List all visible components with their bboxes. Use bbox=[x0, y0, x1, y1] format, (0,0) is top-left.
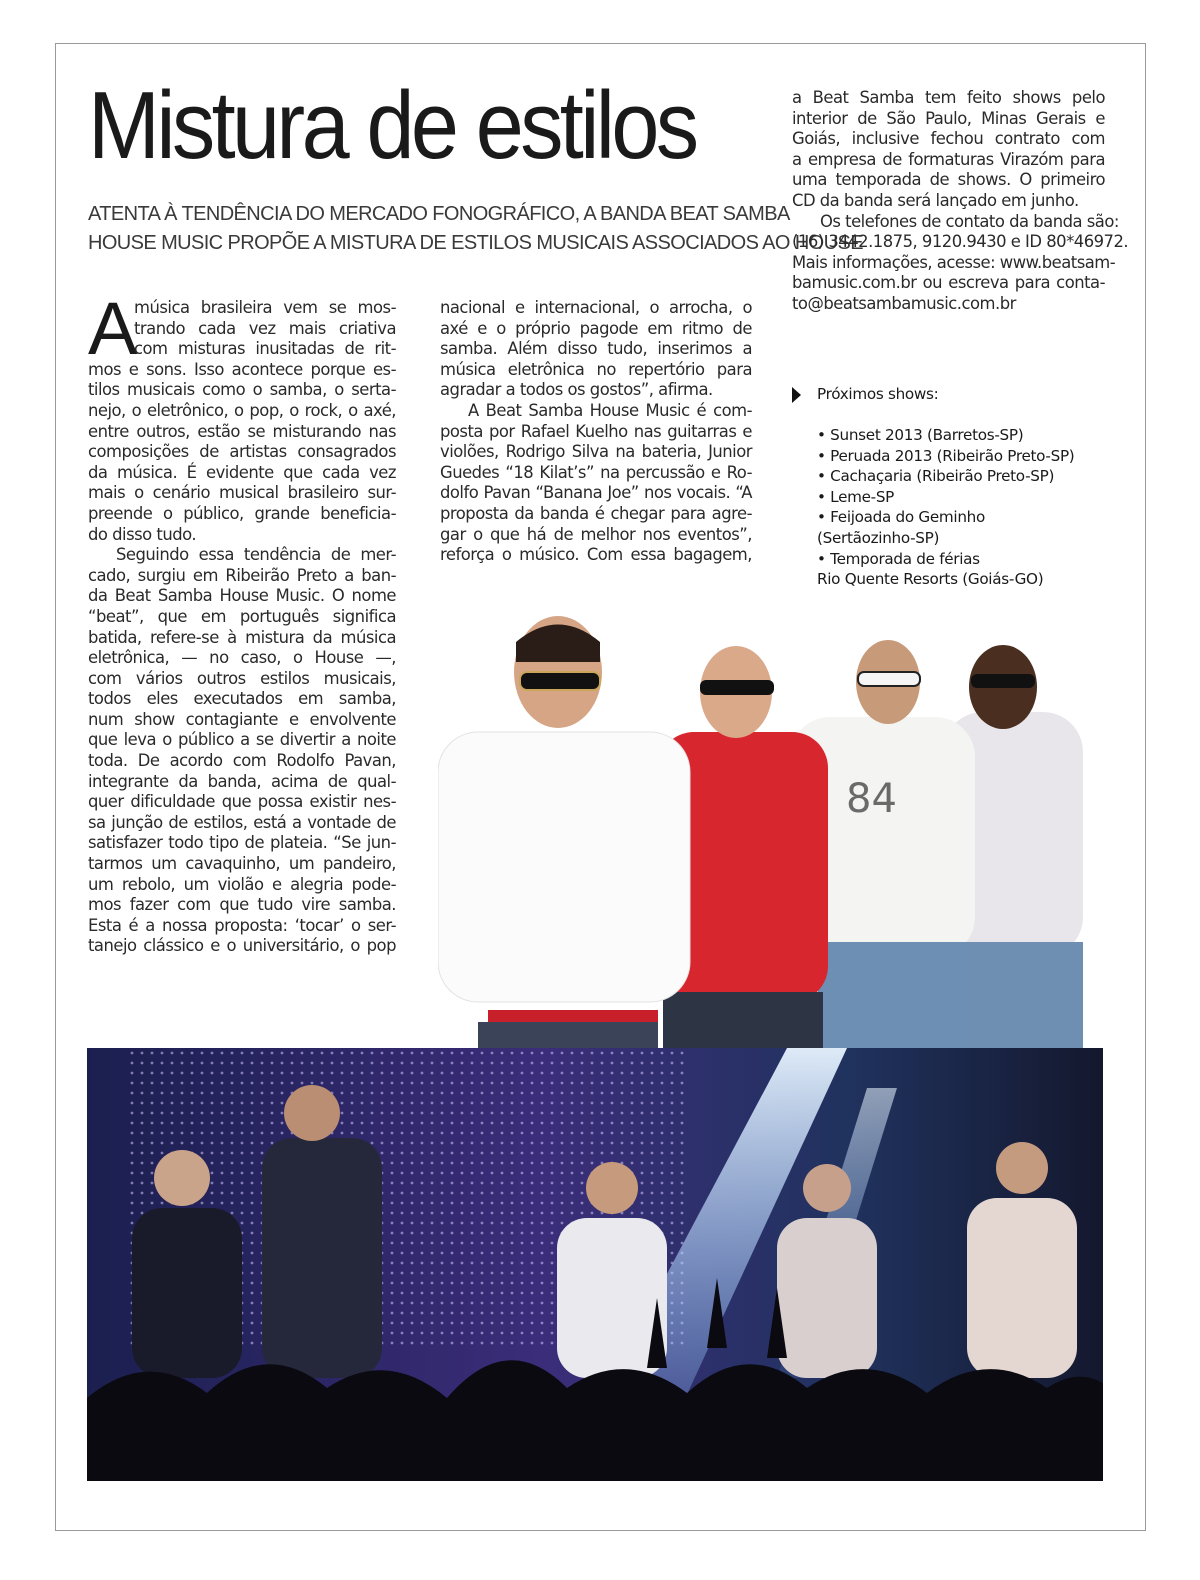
text-line: “beat”, que em português significa bbox=[88, 606, 396, 626]
show-item: • Temporada de férias bbox=[817, 549, 980, 568]
text-line: gar o que há de melhor nos eventos”, bbox=[440, 524, 752, 544]
text-line: cado, surgiu em Ribeirão Preto a ban- bbox=[88, 565, 396, 585]
show-item: (Sertãozinho-SP) bbox=[817, 528, 940, 547]
body-column-1 bbox=[88, 298, 396, 957]
body-column-2 bbox=[440, 298, 752, 566]
text-line: um rebolo, um violão e alegria pode- bbox=[88, 874, 396, 894]
upcoming-shows-heading: Próximos shows: bbox=[817, 385, 939, 403]
text-line: Guedes “18 Kilat’s” na percussão e Ro- bbox=[440, 462, 752, 482]
text-line: eletrônica, — no caso, o House —, bbox=[88, 648, 396, 668]
show-item: • Feijoada do Geminho bbox=[817, 508, 985, 527]
text-line: mais o cenário musical brasileiro sur- bbox=[88, 483, 396, 503]
drop-cap: A bbox=[88, 287, 138, 370]
text-line: tarmos um cavaquinho, um pandeiro, bbox=[88, 854, 396, 874]
text-line: satisfazer todo tipo de plateia. “Se jun- bbox=[88, 833, 396, 853]
text-line: composições de artistas consagrados bbox=[88, 442, 396, 462]
text-line: integrante da banda, acima de qual- bbox=[88, 771, 396, 791]
text-line: bamusic.com.br ou escreva para conta- bbox=[792, 273, 1105, 293]
text-line: toda. De acordo com Rodolfo Pavan, bbox=[88, 751, 396, 771]
text-line: uma temporada de shows. O primeiro bbox=[792, 170, 1105, 190]
text-line: proposta da banda é chegar para agre- bbox=[440, 503, 752, 523]
text-line: tanejo clássico e o universitário, o pop bbox=[88, 936, 396, 956]
text-line: samba. Além disso tudo, inserimos a bbox=[440, 339, 752, 359]
text-line: Mais informações, acesse: www.beatsam- bbox=[792, 252, 1116, 272]
text-line: com vários outros estilos musicais, bbox=[88, 668, 396, 688]
show-item: • Cachaçaria (Ribeirão Preto-SP) bbox=[817, 467, 1055, 486]
text-line: quer dificuldade que possa existir nes- bbox=[88, 792, 396, 812]
text-line: preende o público, grande beneficia- bbox=[88, 503, 396, 523]
show-item: • Peruada 2013 (Ribeirão Preto-SP) bbox=[817, 446, 1075, 465]
text-line: A Beat Samba House Music é com- bbox=[468, 400, 752, 420]
text-line: música brasileira vem se mos- bbox=[134, 298, 396, 317]
article-title: Mistura de estilos bbox=[88, 72, 696, 179]
svg-text:84: 84 bbox=[846, 776, 897, 822]
subtitle-line: ATENTA À TENDÊNCIA DO MERCADO FONOGRÁFICO, A BANDA BEAT SAMBA bbox=[88, 203, 790, 225]
concert-stage-photo bbox=[87, 1048, 1103, 1481]
text-line: dolfo Pavan “Banana Joe” nos vocais. “A bbox=[440, 483, 752, 503]
text-line: todos eles executados em samba, bbox=[88, 689, 396, 709]
text-line: to@beatsambamusic.com.br bbox=[792, 293, 1016, 313]
text-line: violões, Rodrigo Silva na bateria, Junior bbox=[440, 442, 752, 462]
text-line: Esta é a nossa proposta: ‘tocar’ o ser- bbox=[88, 915, 396, 935]
triangle-marker-icon bbox=[792, 387, 801, 403]
subtitle-line: HOUSE MUSIC PROPÕE A MISTURA DE ESTILOS MUSICAIS ASSOCIADOS AO HOUSE bbox=[88, 232, 863, 254]
show-item: • Leme-SP bbox=[817, 487, 895, 506]
text-line: do disso tudo. bbox=[88, 524, 197, 544]
text-line: Seguindo essa tendência de mer- bbox=[116, 545, 396, 565]
upcoming-shows-list bbox=[817, 425, 1074, 590]
text-line: reforça o músico. Com essa bagagem, bbox=[440, 545, 752, 565]
text-line: a empresa de formaturas Virazóm para bbox=[792, 149, 1105, 169]
text-line: a Beat Samba tem feito shows pelo bbox=[792, 88, 1105, 107]
text-line: trando cada vez mais criativa bbox=[134, 318, 396, 338]
text-line: nacional e internacional, o arrocha, o bbox=[440, 298, 752, 317]
text-line: Os telefones de contato da banda são: bbox=[820, 211, 1119, 231]
show-item: Rio Quente Resorts (Goiás-GO) bbox=[817, 570, 1044, 589]
body-column-3 bbox=[792, 88, 1129, 315]
text-line: tilos musicais como o samba, o serta- bbox=[88, 380, 396, 400]
text-line: mos e sons. Isso acontece porque es- bbox=[88, 359, 396, 379]
text-line: sa junção de estilos, está a vontade de bbox=[88, 812, 396, 832]
text-line: Goiás, inclusive fechou contrato com bbox=[792, 129, 1105, 149]
text-line: axé e o próprio pagode em ritmo de bbox=[440, 318, 752, 338]
article-subtitle bbox=[88, 200, 863, 258]
text-line: da música. É evidente que cada vez bbox=[88, 462, 396, 482]
band-portrait-photo bbox=[438, 612, 1098, 1050]
text-line: mos fazer com que tudo vire samba. bbox=[88, 895, 396, 915]
text-line: entre outros, estão se misturando nas bbox=[88, 421, 396, 441]
text-line: nejo, o eletrônico, o pop, o rock, o axé, bbox=[88, 400, 396, 420]
text-line: interior de São Paulo, Minas Gerais e bbox=[792, 108, 1105, 128]
text-line: que leva o público a se divertir a noite bbox=[88, 730, 396, 750]
text-line: batida, refere-se à mistura da música bbox=[88, 627, 396, 647]
text-line: CD da banda será lançado em junho. bbox=[792, 190, 1079, 210]
text-line: (16) 3442.1875, 9120.9430 e ID 80*46972. bbox=[792, 232, 1129, 252]
text-line: música eletrônica no repertório para bbox=[440, 359, 752, 379]
text-line: num show contagiante e envolvente bbox=[88, 709, 396, 729]
show-item: • Sunset 2013 (Barretos-SP) bbox=[817, 426, 1024, 444]
text-line: agradar a todos os gostos”, afirma. bbox=[440, 380, 713, 400]
text-line: com misturas inusitadas de rit- bbox=[134, 339, 396, 359]
text-line: posta por Rafael Kuelho nas guitarras e bbox=[440, 421, 752, 441]
text-line: da Beat Samba House Music. O nome bbox=[88, 586, 396, 606]
